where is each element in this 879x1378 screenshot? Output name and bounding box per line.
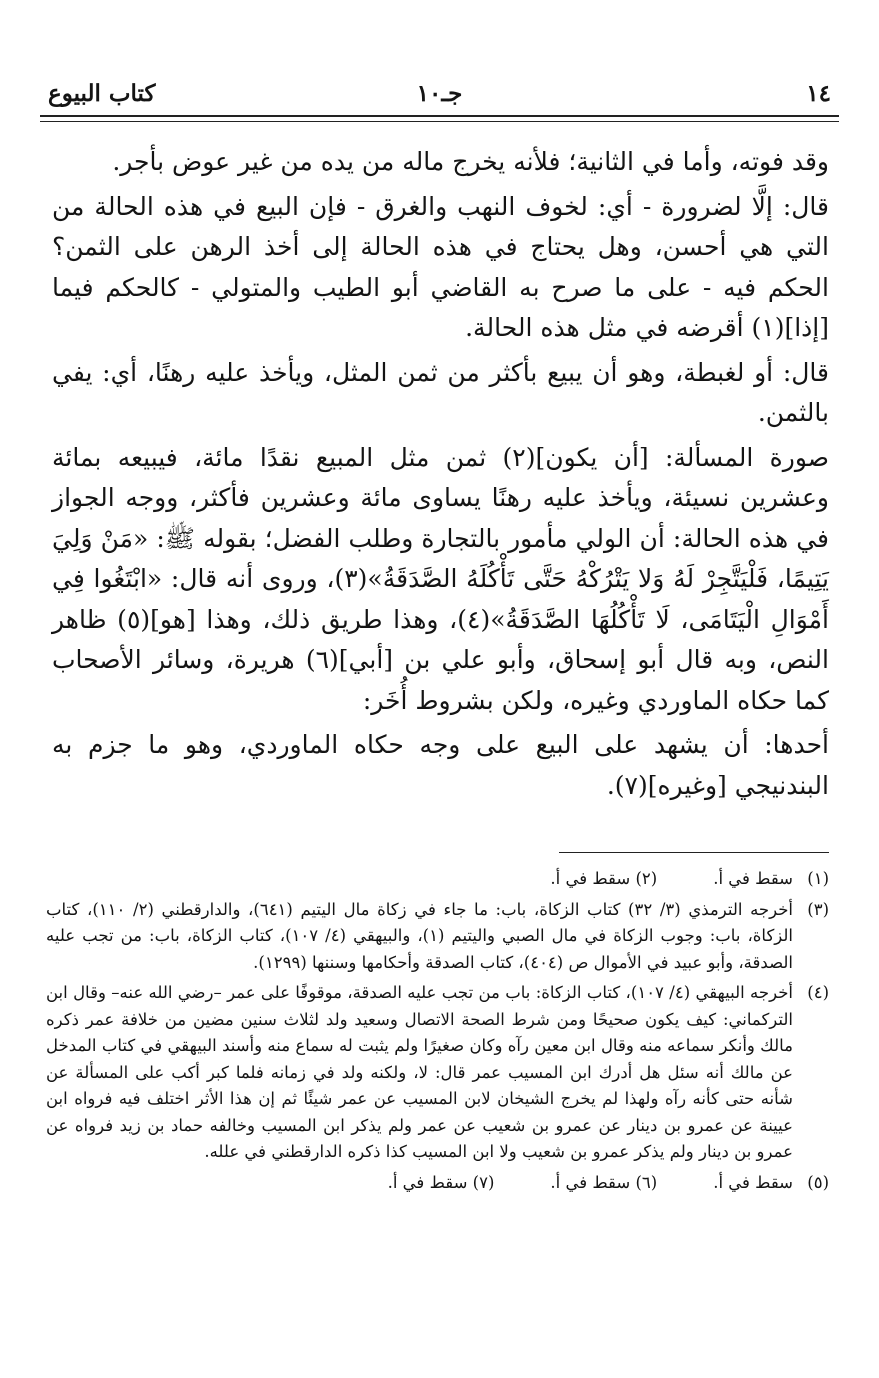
- footnote-part: (٧) سقط في أ.: [387, 1172, 495, 1192]
- paragraph: وقد فوته، وأما في الثانية؛ فلأنه يخرج ماله من يده من غير عوض بأجر.: [112, 147, 829, 176]
- footnote-number: (٥): [807, 1172, 829, 1192]
- footnote-text: أخرجه البيهقي (٤/ ١٠٧)، كتاب الزكاة: باب من تجب عليه الصدقة، موقوفًا على عمر –رضي الله عنه– وقال ابن التركماني: كيف يكون صحيحًا ومن شرط الصحة الاتصال وسعيد ولد لثلاث سنين مضين من خلافة عمر ذكره مالك وأنكر سماعه منه وقال ابن معين رآه وكان صغيرًا ولم يثبت له سماع منه وأسند البيهقي في كتاب المدخل عن مالك أنه سئل هل أدرك ابن المسيب عمر قال: لا، ولكنه ولد في زمانه فلما كبر أكب على المسألة عن شأنه حتى كأنه رآه ولهذا لم يخرج الشيخان لابن المسيب عن عمر شيئًا ثم إن هذا الأثر اختلف فيه فرواه ابن عيينة عن عمرو بن دينار عن عمرو بن شعيب عن عمر ولم يذكر ابن المسيب وخالفه حماد بن زيد فرواه عن عمرو بن دينار ولم يذكر عمرو بن شعيب ولا ابن المسيب كذا ذكره الدارقطني في علله.: [46, 983, 793, 1161]
- footnote-part: سقط في أ.: [713, 869, 793, 888]
- footnote-item: [46, 866, 829, 893]
- footnote-text: [46, 1170, 793, 1197]
- paragraph: صورة المسألة: [أن يكون](٢) ثمن مثل المبيع نقدًا مائة، فيبيعه بمائة وعشرين نسيئة، ويأخذ عليه رهنًا يساوى مائة وعشرين فأكثر، ووجه الجواز في هذه الحالة: أن الولي مأمور بالتجارة وطلب الفضل؛ بقوله ﷺ: «مَنْ وَلِيَ يَتِيمًا، فَلْيَتَّجِرْ لَهُ وَلا يَتْرُكْهُ حَتَّى تَأْكُلَهُ الصَّدَقَةُ»(٣)، وروى أنه قال: «ابْتَغُوا فِي أَمْوَالِ الْيَتَامَى، لَا تَأْكُلُهَا الصَّدَقَةُ»(٤)، وهذا طريق ذلك، وهذا [هو](٥) ظاهر النص، وبه قال أبو إسحاق، وأبو علي بن [أبي](٦) هريرة، وسائر الأصحاب كما حكاه الماوردي وغيره، ولكن بشروط أُخَر:: [52, 442, 830, 715]
- volume-label: جـ١٠: [416, 80, 463, 107]
- footnote-number: (٤): [807, 983, 829, 1002]
- footnote-number: (١): [807, 869, 829, 888]
- book-title: كتاب البيوع: [48, 80, 156, 107]
- header-rule-thick: [40, 115, 839, 117]
- paragraph: قال: أو لغبطة، وهو أن يبيع بأكثر من ثمن المثل، ويأخذ عليه رهنًا، أي: يفي بالثمن.: [52, 357, 829, 427]
- footnote-part: (٢) سقط في أ.: [550, 869, 658, 888]
- footnote-part: سقط في أ.: [713, 1172, 793, 1192]
- footnote-text: [46, 866, 793, 893]
- paragraph: أحدها: أن يشهد على البيع على وجه حكاه الماوردي، وهو ما جزم به البندنيجي [وغيره](٧).: [52, 730, 829, 800]
- page-number: ١٤: [806, 80, 831, 107]
- footnote-part: (٦) سقط في أ.: [550, 1172, 658, 1192]
- main-text: [52, 142, 829, 806]
- footnote-item: [46, 1170, 829, 1197]
- footnote-item: [46, 980, 829, 1166]
- running-header: [40, 74, 839, 114]
- header-rule-thin: [40, 121, 839, 122]
- footnote-separator: [559, 852, 829, 853]
- footnote-item: [46, 897, 829, 977]
- paragraph: قال: إلَّا لضرورة - أي: لخوف النهب والغرق - فإن البيع في هذه الحالة من التي هي أحسن، وهل يحتاج في هذه الحالة إلى أخذ الرهن على الثمن؟ الحكم فيه - على ما صرح به القاضي أبو الطيب والمتولي - كالحكم فيما [إذا](١) أقرضه في مثل هذه الحالة.: [52, 191, 829, 342]
- footnote-text: أخرجه الترمذي (٣/ ٣٢) كتاب الزكاة، باب: ما جاء في زكاة مال اليتيم (٦٤١)، والدارقطني (٢/ ١١٠)، كتاب الزكاة، باب: وجوب الزكاة في مال الصبي واليتيم (١)، والبيهقي (٤/ ١٠٧)، كتاب الزكاة، باب: من تجب عليه الصدقة، وأبو عبيد في الأموال ص (٤٠٤)، كتاب الصدقة وأحكامها وسننها (١٢٩٩).: [46, 899, 794, 972]
- footnotes: [46, 866, 829, 1196]
- footnote-number: (٣): [807, 899, 829, 919]
